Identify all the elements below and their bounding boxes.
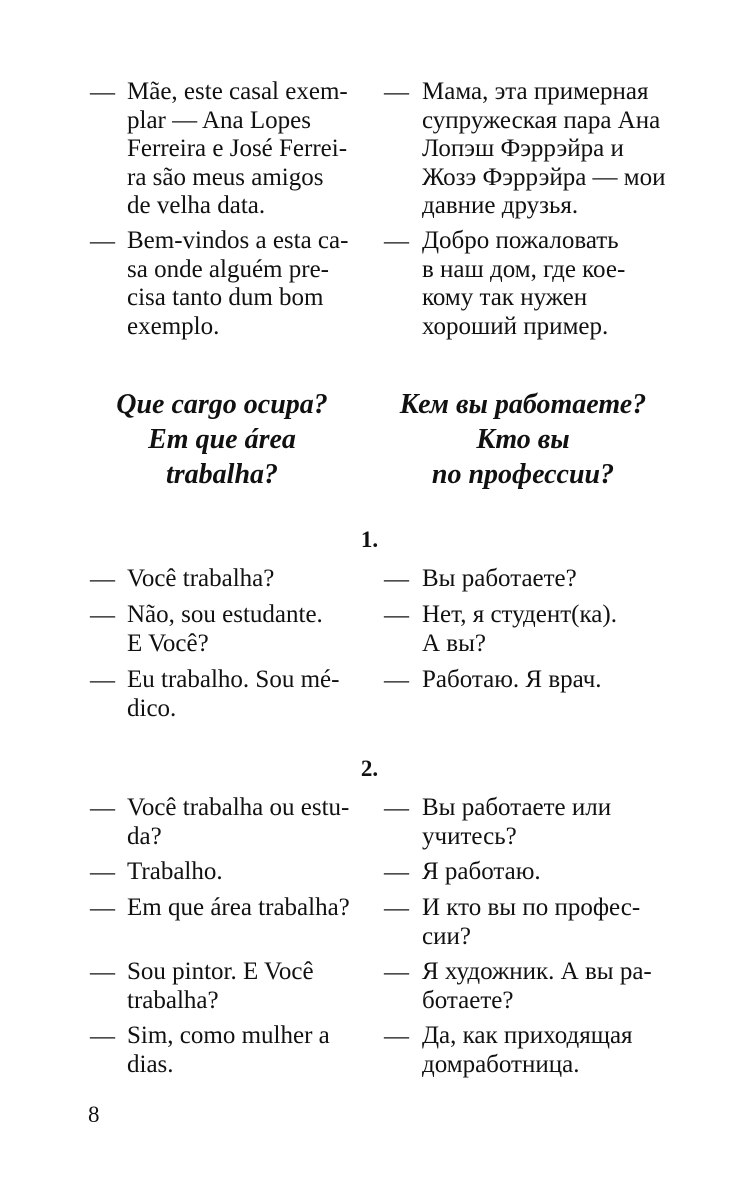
ru-line: Я работаю.: [422, 858, 541, 885]
dash-marker: —: [90, 602, 115, 629]
pt-line: Bem-vindos a esta ca- sa onde alguém pre- cisa tanto dum bom exemplo.: [127, 227, 349, 340]
dash-marker: —: [384, 667, 409, 694]
dash-marker: —: [90, 795, 115, 822]
dash-marker: —: [90, 959, 115, 986]
dialogue-number: 2.: [360, 756, 379, 781]
pt-line: Trabalho.: [127, 858, 223, 885]
pt-line: Sou pintor. E Você trabalha?: [127, 958, 314, 1014]
page-number: 8: [88, 1102, 100, 1127]
dash-marker: —: [90, 1023, 115, 1050]
ru-line: Добро пожаловать в наш дом, где кое- кому так нужен хороший пример.: [422, 227, 626, 340]
ru-line: Нет, я студент(ка). А вы?: [422, 601, 617, 657]
pt-line: Mãe, este casal exem- plar — Ana Lopes Ferreira e José Ferrei- ra são meus amigos de velha data.: [127, 78, 348, 219]
dash-marker: —: [90, 667, 115, 694]
dash-marker: —: [90, 79, 115, 106]
ru-line: Вы работаете или учитесь?: [422, 794, 612, 850]
pt-line: Você trabalha?: [127, 565, 275, 592]
dash-marker: —: [90, 228, 115, 255]
dash-marker: —: [90, 895, 115, 922]
dash-marker: —: [384, 859, 409, 886]
dash-marker: —: [384, 1023, 409, 1050]
ru-line: Я художник. А вы ра- ботаете?: [422, 958, 652, 1014]
pt-line: Você trabalha ou estu- da?: [127, 794, 350, 850]
ru-line: Работаю. Я врач.: [422, 666, 602, 693]
dash-marker: —: [384, 566, 409, 593]
dash-marker: —: [384, 228, 409, 255]
dash-marker: —: [384, 79, 409, 106]
pt-line: Não, sou estudante. E Você?: [127, 601, 323, 657]
ru-line: Мама, эта примерная супружеская пара Ана Лопэш Фэррэйра и Жозэ Фэррэйра — мои давние друзья.: [422, 78, 666, 219]
section-heading-ru: Кем вы работаете? Кто вы по профессии?: [399, 389, 647, 490]
dash-marker: —: [384, 895, 409, 922]
dash-marker: —: [384, 795, 409, 822]
pt-line: Sim, como mulher a dias.: [127, 1022, 330, 1078]
dash-marker: —: [90, 859, 115, 886]
dialogue-number: 1.: [360, 527, 379, 552]
section-heading-pt: Que cargo ocupa? Em que área trabalha?: [116, 389, 328, 490]
ru-line: И кто вы по профес- сии?: [422, 894, 641, 950]
dash-marker: —: [90, 566, 115, 593]
dash-marker: —: [384, 959, 409, 986]
pt-line: Em que área trabalha?: [127, 894, 350, 921]
ru-line: Вы работаете?: [422, 565, 577, 592]
ru-line: Да, как приходящая домработница.: [422, 1022, 633, 1078]
dash-marker: —: [384, 602, 409, 629]
pt-line: Eu trabalho. Sou mé- dico.: [127, 666, 340, 722]
